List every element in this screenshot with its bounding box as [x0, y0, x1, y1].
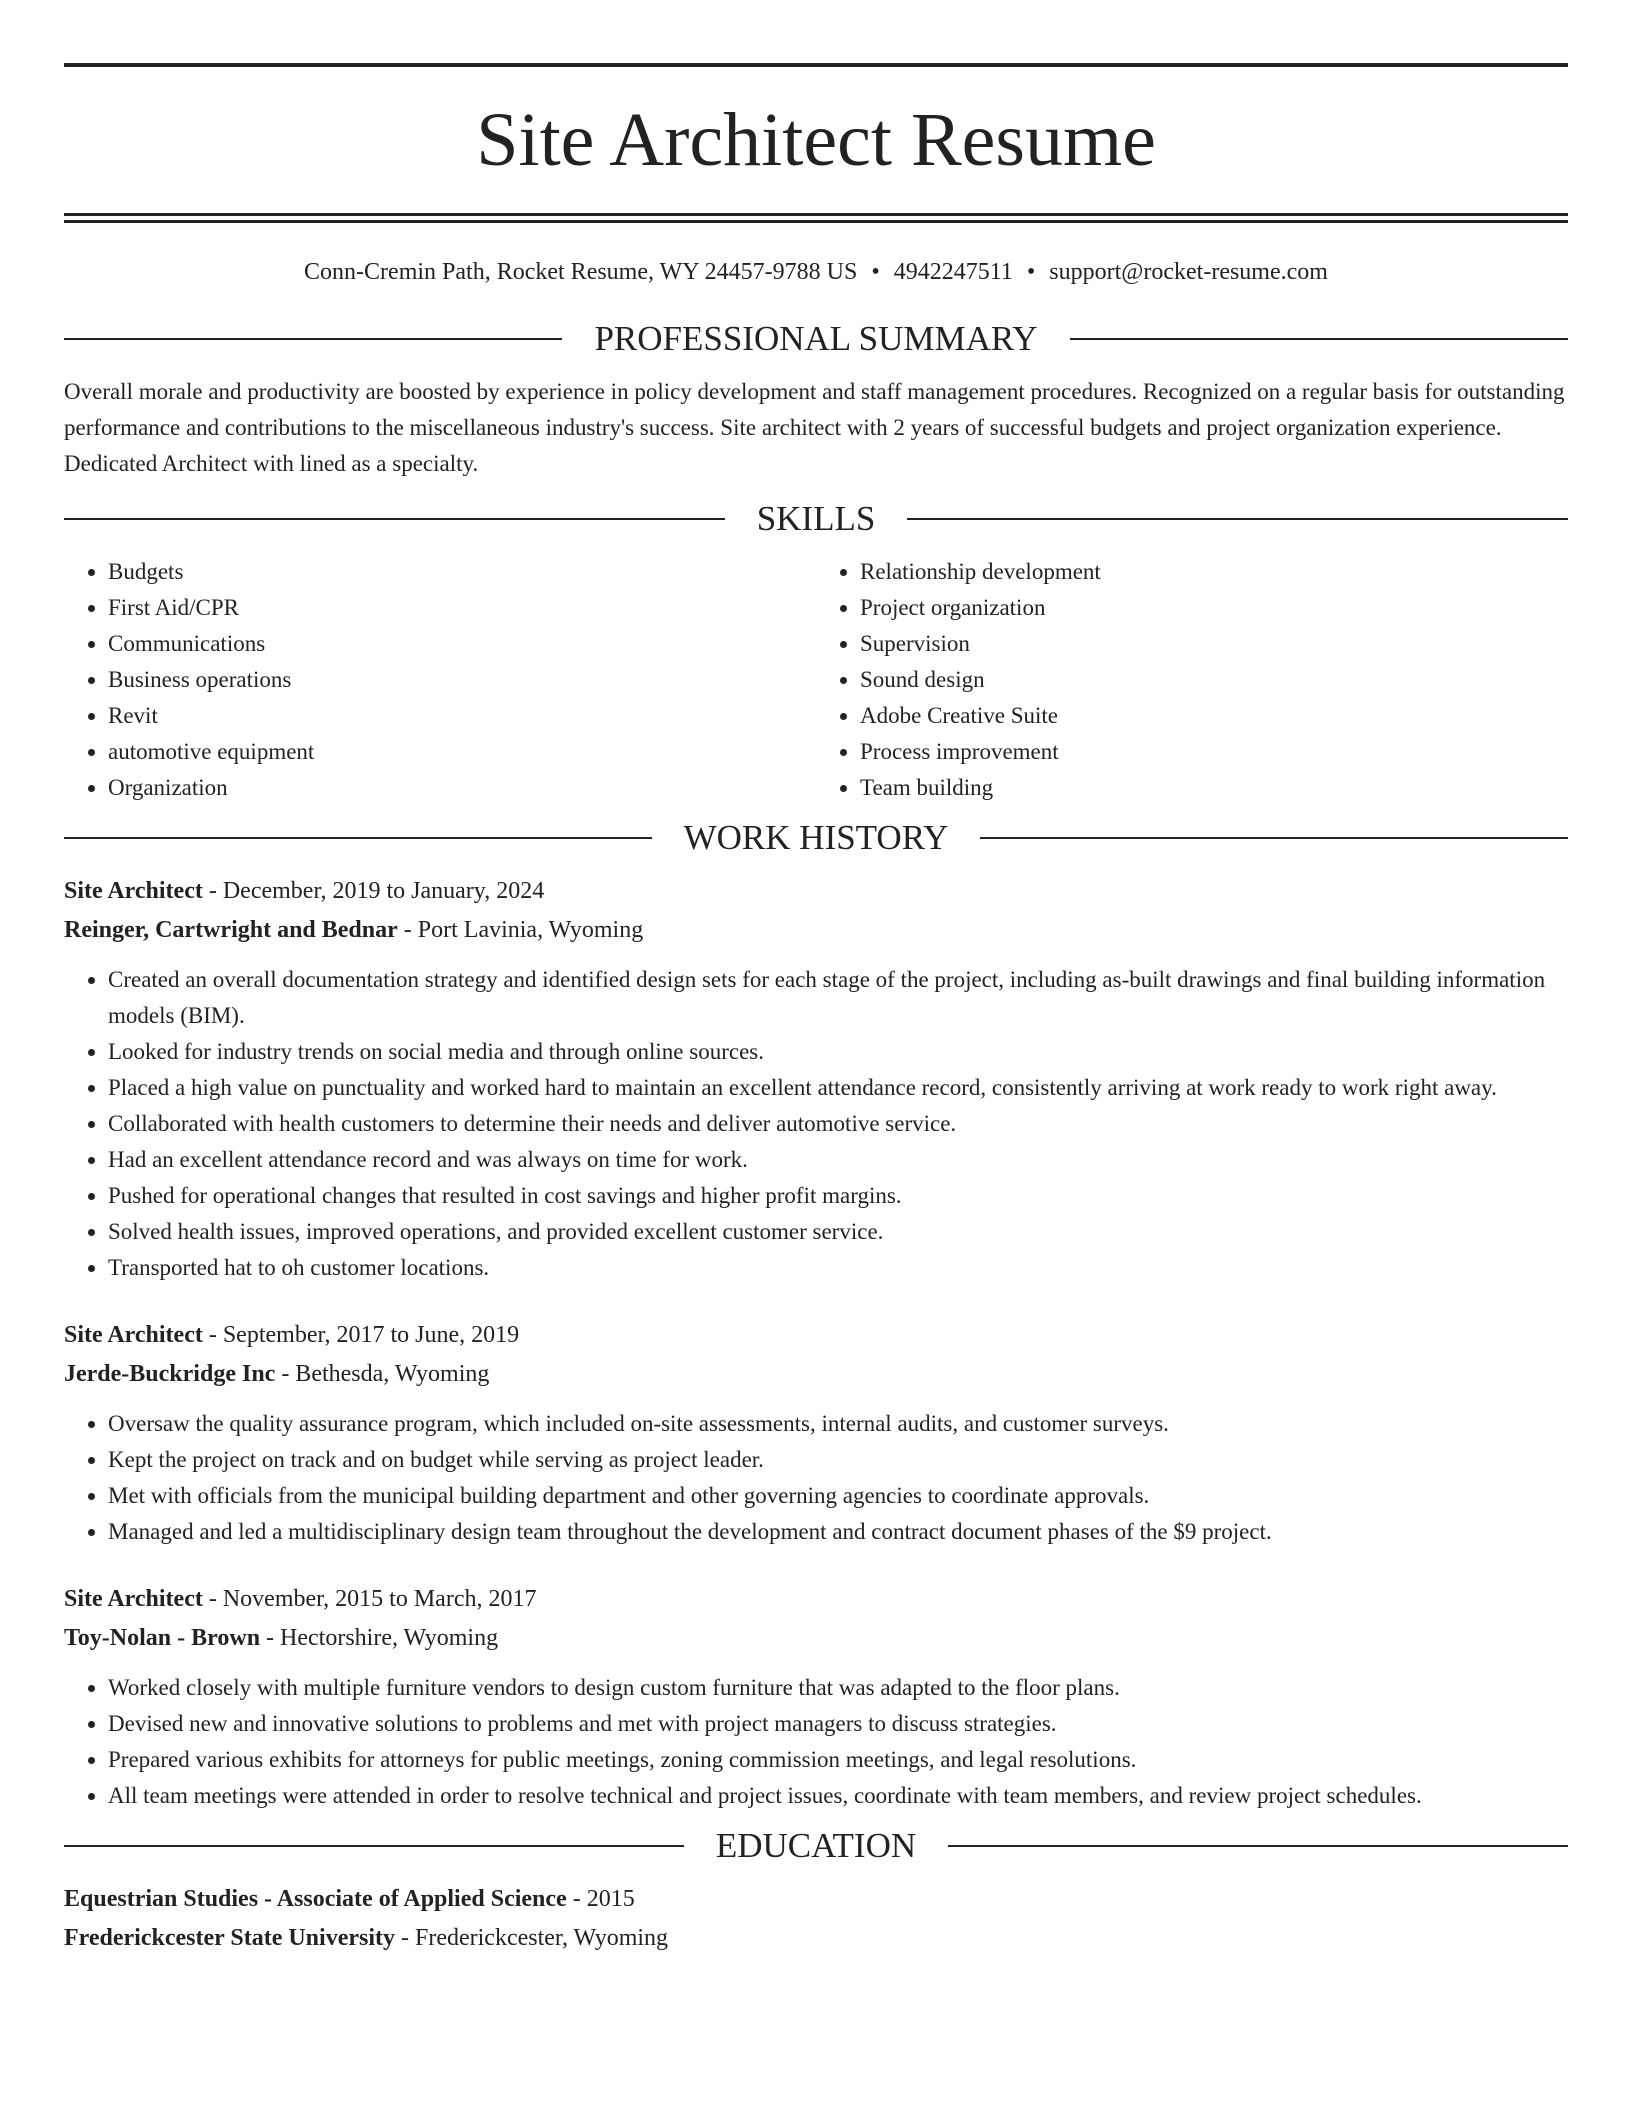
skill-item: • First Aid/CPR — [108, 590, 816, 626]
contact-email: support@rocket-resume.com — [1049, 259, 1328, 285]
contact-separator: • — [1026, 259, 1036, 285]
education-year: - 2015 — [566, 1886, 635, 1912]
contact-separator: • — [871, 259, 880, 285]
work-heading-label: WORK HISTORY — [683, 818, 949, 857]
heading-rule-left — [64, 338, 562, 340]
summary-heading-label: PROFESSIONAL SUMMARY — [594, 319, 1038, 358]
education-school: Frederickcester State University — [64, 1925, 395, 1951]
job-bullet: • Had an excellent attendance record and was always on time for work. — [108, 1142, 1568, 1178]
job-bullet: • Kept the project on track and on budget while serving as project leader. — [108, 1442, 1568, 1478]
summary-text: Overall morale and productivity are boosted by experience in policy development and staff management procedures. Recognized on a regular basis for outstanding performance and contributions to the miscellaneous industry's success. Site architect with 2 years of successful budgets and project organization experience. Dedicated Architect with lined as a specialty. — [64, 379, 1565, 476]
skills-column-left — [64, 554, 816, 806]
page-title: Site Architect Resume — [476, 98, 1156, 182]
skill-item: • automotive equipment — [108, 734, 816, 770]
education-school-line — [64, 1919, 1568, 1958]
skills-column-right — [816, 554, 1568, 806]
contact-address: Conn-Cremin Path, Rocket Resume, WY 24457-9788 US — [304, 259, 858, 285]
contact-phone: 4942247511 — [893, 259, 1013, 285]
job-company: Toy-Nolan - Brown — [64, 1625, 261, 1651]
job-bullet: • Placed a high value on punctuality and worked hard to maintain an excellent attendance record, consistently arriving at work ready to work right away. — [108, 1070, 1568, 1106]
job-location: - Port Lavinia, Wyoming — [397, 917, 644, 943]
contact-line — [64, 257, 1568, 287]
top-rule — [64, 63, 1568, 67]
job-bullet: • Worked closely with multiple furniture vendors to design custom furniture that was adapted to the floor plans. — [108, 1670, 1568, 1706]
skills-heading — [64, 497, 1568, 541]
education-location: - Frederickcester, Wyoming — [395, 1925, 669, 1951]
skills-heading-label: SKILLS — [756, 499, 876, 538]
job-bullet: • Transported hat to oh customer locations. — [108, 1250, 1568, 1286]
job-bullets — [64, 1670, 1568, 1814]
skill-item: • Communications — [108, 626, 816, 662]
job-bullet: • Solved health issues, improved operations, and provided excellent customer service. — [108, 1214, 1568, 1250]
job-company: Reinger, Cartwright and Bednar — [64, 917, 398, 943]
heading-rule-left — [64, 1845, 684, 1847]
job-bullet: • Created an overall documentation strategy and identified design sets for each stage of the project, including as-built drawings and final building information models (BIM). — [108, 962, 1568, 1034]
job-bullet: • Pushed for operational changes that resulted in cost savings and higher profit margins. — [108, 1178, 1568, 1214]
job-bullet: • Managed and led a multidisciplinary design team throughout the development and contract document phases of the $9 project. — [108, 1514, 1568, 1550]
education-heading-label: EDUCATION — [715, 1826, 917, 1865]
skill-item: • Relationship development — [860, 554, 1568, 590]
job-title: Site Architect — [64, 1322, 203, 1348]
job-title-line — [64, 872, 1568, 911]
skill-item: • Budgets — [108, 554, 816, 590]
skills-list — [64, 554, 1568, 806]
skill-item: • Sound design — [860, 662, 1568, 698]
heading-rule-right — [948, 1845, 1568, 1847]
job-bullet: • Devised new and innovative solutions to problems and met with project managers to discuss strategies. — [108, 1706, 1568, 1742]
education-degree-line — [64, 1880, 1568, 1919]
resume-page — [64, 0, 1568, 1958]
skill-item: • Business operations — [108, 662, 816, 698]
skill-item: • Organization — [108, 770, 816, 806]
job-title-line — [64, 1580, 1568, 1619]
job-title: Site Architect — [64, 1586, 203, 1612]
summary-heading — [64, 317, 1568, 361]
job-bullets — [64, 962, 1568, 1286]
job-dates: - September, 2017 to June, 2019 — [202, 1322, 520, 1348]
title-double-rule — [64, 213, 1568, 223]
job-company: Jerde-Buckridge Inc — [64, 1361, 276, 1387]
job-title: Site Architect — [64, 878, 203, 904]
skill-item: • Process improvement — [860, 734, 1568, 770]
job-company-line — [64, 911, 1568, 950]
heading-rule-left — [64, 518, 725, 520]
job-bullet: • Looked for industry trends on social media and through online sources. — [108, 1034, 1568, 1070]
work-heading — [64, 816, 1568, 860]
job-bullet: • Prepared various exhibits for attorneys for public meetings, zoning commission meetings, and legal resolutions. — [108, 1742, 1568, 1778]
heading-rule-left — [64, 837, 652, 839]
job-bullets — [64, 1406, 1568, 1550]
heading-rule-right — [1070, 338, 1568, 340]
job-bullet: • Collaborated with health customers to determine their needs and deliver automotive service. — [108, 1106, 1568, 1142]
job-entry — [64, 872, 1568, 1286]
education-heading — [64, 1824, 1568, 1868]
skill-item: • Adobe Creative Suite — [860, 698, 1568, 734]
job-location: - Bethesda, Wyoming — [275, 1361, 490, 1387]
job-company-line — [64, 1619, 1568, 1658]
job-title-line — [64, 1316, 1568, 1355]
job-bullet: • Met with officials from the municipal building department and other governing agencies to coordinate approvals. — [108, 1478, 1568, 1514]
education-degree: Equestrian Studies - Associate of Applied Science — [64, 1886, 567, 1912]
job-location: - Hectorshire, Wyoming — [260, 1625, 499, 1651]
education-entry — [64, 1880, 1568, 1958]
heading-rule-right — [980, 837, 1568, 839]
job-company-line — [64, 1355, 1568, 1394]
skill-item: • Project organization — [860, 590, 1568, 626]
job-entry — [64, 1580, 1568, 1814]
job-dates: - December, 2019 to January, 2024 — [202, 878, 545, 904]
job-bullet: • All team meetings were attended in order to resolve technical and project issues, coordinate with team members, and review project schedules. — [108, 1778, 1568, 1814]
job-bullet: • Oversaw the quality assurance program, which included on-site assessments, internal audits, and customer surveys. — [108, 1406, 1568, 1442]
job-dates: - November, 2015 to March, 2017 — [202, 1586, 537, 1612]
job-entry — [64, 1316, 1568, 1550]
skill-item: • Revit — [108, 698, 816, 734]
skill-item: • Supervision — [860, 626, 1568, 662]
skill-item: • Team building — [860, 770, 1568, 806]
heading-rule-right — [907, 518, 1568, 520]
